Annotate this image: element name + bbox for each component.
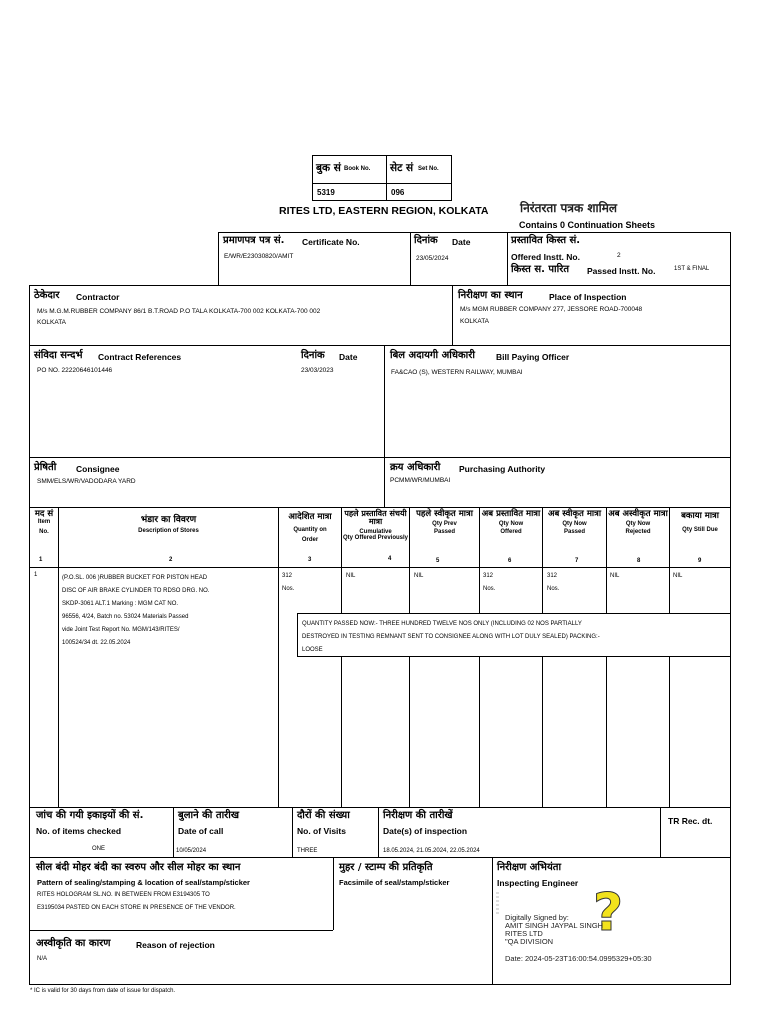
col-cum-offered: पहले प्रस्तावित संचयी मात्रा Cumulative Qty Offered Previously [342,509,409,541]
row-now-passed-unit: Nos. [547,586,560,592]
inspection-place-label-hi: निरीक्षण का स्थान [458,290,523,301]
passed-instt-label-hi: किस्त स. पारित [511,264,570,275]
book-no-label-en: Book No. [344,166,371,172]
cert-date-label-en: Date [452,237,471,247]
certificate-no: E/WR/E23030820/AMIT [224,253,294,260]
signature-line-1: Digitally Signed by: [505,913,569,922]
row-now-offered-unit: Nos. [483,586,496,592]
col-1-number: 1 [39,557,43,563]
org-title: RITES LTD, EASTERN REGION, KOLKATA [279,205,489,217]
set-no-label-en: Set No. [418,166,439,172]
visits-label-en: No. of Visits [297,826,346,836]
col-5-number: 5 [436,558,440,564]
col-now-passed: अब स्वीकृत मात्रा Qty Now Passed [547,509,602,535]
facsimile-label-en: Facsimile of seal/stamp/sticker [339,878,450,887]
col-now-rejected: अब अस्वीकृत मात्रा Qty Now Rejected [608,509,668,535]
row-now-offered: 312 [483,573,494,579]
row-still-due: NIL [673,573,683,579]
items-checked-label-en: No. of items checked [36,826,122,836]
col-4-number: 4 [388,556,392,562]
digital-signature [505,914,603,946]
inspection-place-line2: KOLKATA [460,318,490,325]
sealing-line-2: E3195034 PASTED ON EACH STORE IN PRESENCE OF THE VENDOR. [37,905,236,911]
book-no-label-hi: बुक सं [316,162,341,174]
inspection-place-label-en: Place of Inspection [549,292,627,302]
signature-dash-icon [496,892,499,914]
consignee-label-en: Consignee [76,464,120,474]
col-8-number: 8 [637,558,641,564]
inspection-dates-label-hi: निरीक्षण की तारीखें [383,810,453,821]
row-description: (P.O.SL. 006 )RUBBER BUCKET FOR PISTON HEAD DISC OF AIR BRAKE CYLINDER TO RDSO DRG. NO. SKDP-3061 ALT.1 Marking : MGM CAT NO. 96556, 4/24, Batch no. 53024 Materials Passed vide Joint Test Report No. MGM/143/RITES/ 100524/34 dt. 22.05.2024 [62,575,210,646]
inspection-place-line1: M/s MGM RUBBER COMPANY 277, JESSORE ROAD-700048 [460,306,643,313]
remark-line-3: LOOSE [302,647,323,653]
continuation-hi: निरंतरता पत्रक शामिल [520,201,618,215]
col-7-number: 7 [575,558,579,564]
remark-line-1: QUANTITY PASSED NOW:- THREE HUNDRED TWELVE NOS ONLY (INCLUDING 02 NOS PARTIALLY [302,621,582,627]
col-prev-passed: पहले स्वीकृत मात्रा Qty Prev Passed [416,509,473,535]
quantity-remark-box [297,613,731,657]
offered-instt-no: 2 [617,252,621,259]
rejection-label-en: Reason of rejection [136,940,215,950]
row-prev-passed: NIL [414,573,424,579]
consignee-value: SMM/ELS/WR/VADODARA YARD [37,478,136,485]
purchasing-label-hi: क्रय अधिकारी [390,462,441,473]
row-now-rejected: NIL [610,573,620,579]
contract-label-en: Contract References [98,352,182,362]
passed-instt-label-en: Passed Instt. No. [587,266,656,276]
col-description: भंडार का विवरण Description of Stores [138,515,199,534]
visits-label-hi: दौरों की संख्या [297,810,350,821]
purchasing-value: PCMM/WR/MUMBAI [390,477,451,484]
signature-date: Date: 2024-05-23T16:00:54.0995329+05:30 [505,954,652,963]
col-still-due: बकाया मात्रा Qty Still Due [681,511,719,533]
bill-paying-officer: FA&CAO (S), WESTERN RAILWAY, MUMBAI [391,369,523,376]
remark-line-2: DESTROYED IN TESTING REMNANT SENT TO CONSIGNEE ALONG WITH LOT DULY SEALED) PACKING:- [302,634,600,640]
col-now-offered: अब प्रस्तावित मात्रा Qty Now Offered [481,509,541,535]
sealing-line-1: RITES HOLOGRAM SL.NO. IN BETWEEN FROM E3194305 TO [37,892,210,898]
inspecting-engineer-label-en: Inspecting Engineer [497,878,579,888]
contract-date: 23/03/2023 [301,367,334,374]
continuation-en: Contains 0 Continuation Sheets [519,220,656,230]
tr-rec-date-label: TR Rec. dt. [668,816,713,826]
signature-line-4: "QA DIVISION [505,937,554,946]
set-no-value: 096 [391,188,405,197]
purchasing-label-en: Purchasing Authority [459,464,546,474]
cert-date-label-hi: दिनांक [414,235,438,246]
signature-question-mark-icon: ? [593,883,624,943]
rejection-value: N/A [37,956,48,962]
po-number: PO NO. 22220646101446 [37,367,113,374]
row-qty-order-unit: Nos. [282,586,295,592]
signature-line-3: RITES LTD [505,929,543,938]
passed-instt-no: 1ST & FINAL [674,266,710,272]
offered-instt-label-en: Offered Instt. No. [511,252,580,262]
certificate-label-hi: प्रमाणपत्र पत्र सं. [223,235,285,246]
inspecting-engineer-label-hi: निरीक्षण अभियंता [497,862,562,873]
items-checked-label-hi: जांच की गयी इकाइयों की सं. [36,810,144,821]
contractor-address-line1: M/s M.G.M.RUBBER COMPANY 86/1 B.T.ROAD P.O TALA KOLKATA-700 002 KOLKATA-700 002 [37,308,321,315]
date-of-call-label-hi: बुलाने की तारीख [178,810,240,821]
book-no-value: 5319 [317,188,335,197]
col-3-number: 3 [308,557,312,563]
bill-paying-label-en: Bill Paying Officer [496,352,570,362]
sealing-label-en: Pattern of sealing/stamping & location of seal/stamp/sticker [37,878,250,887]
date-of-call-value: 10/05/2024 [176,848,207,854]
row-now-passed: 312 [547,573,558,579]
bill-paying-label-hi: बिल अदायगी अधिकारी [390,350,475,361]
col-2-number: 2 [169,557,173,563]
facsimile-label-hi: मुहर / स्टाम्प की प्रतिकृति [339,862,433,873]
contractor-address-line2: KOLKATA [37,319,67,326]
contract-date-label-hi: दिनांक [301,350,325,361]
consignee-label-hi: प्रेषिती [34,462,57,473]
contract-label-hi: संविदा सन्दर्भ [34,350,83,361]
items-checked-value: ONE [92,846,106,852]
row-cum-offered: NIL [346,573,356,579]
certificate-label-en: Certificate No. [302,237,360,247]
col-6-number: 6 [508,558,512,564]
date-of-call-label-en: Date of call [178,826,224,836]
col-9-number: 9 [698,558,702,564]
contractor-label-en: Contractor [76,292,120,302]
offered-instt-label-hi: प्रस्तावित किस्त सं. [511,235,581,246]
row-qty-order: 312 [282,573,293,579]
contractor-label-hi: ठेकेदार [34,290,60,301]
col-item-no: मद सं Item No. [34,509,54,536]
row-item-no: 1 [34,572,38,578]
rejection-label-hi: अस्वीकृति का कारण [36,938,111,949]
col-qty-order: आदेशित मात्रा Quantity on Order [288,512,332,543]
contract-date-label-en: Date [339,352,358,362]
inspection-dates-label-en: Date(s) of inspection [383,826,468,836]
visits-value: THREE [297,848,318,854]
set-no-label-hi: सेट सं [390,162,414,174]
inspection-dates-value: 18.05.2024, 21.05.2024, 22.05.2024 [383,848,480,854]
cert-date: 23/05/2024 [416,255,449,262]
signature-line-2: AMIT SINGH JAYPAL SINGH [505,921,604,930]
footnote: * IC is valid for 30 days from date of issue for dispatch. [30,988,176,994]
sealing-label-hi: सील बंदी मोहर बंदी का स्वरुप और सील मोहर का स्थान [36,862,241,873]
